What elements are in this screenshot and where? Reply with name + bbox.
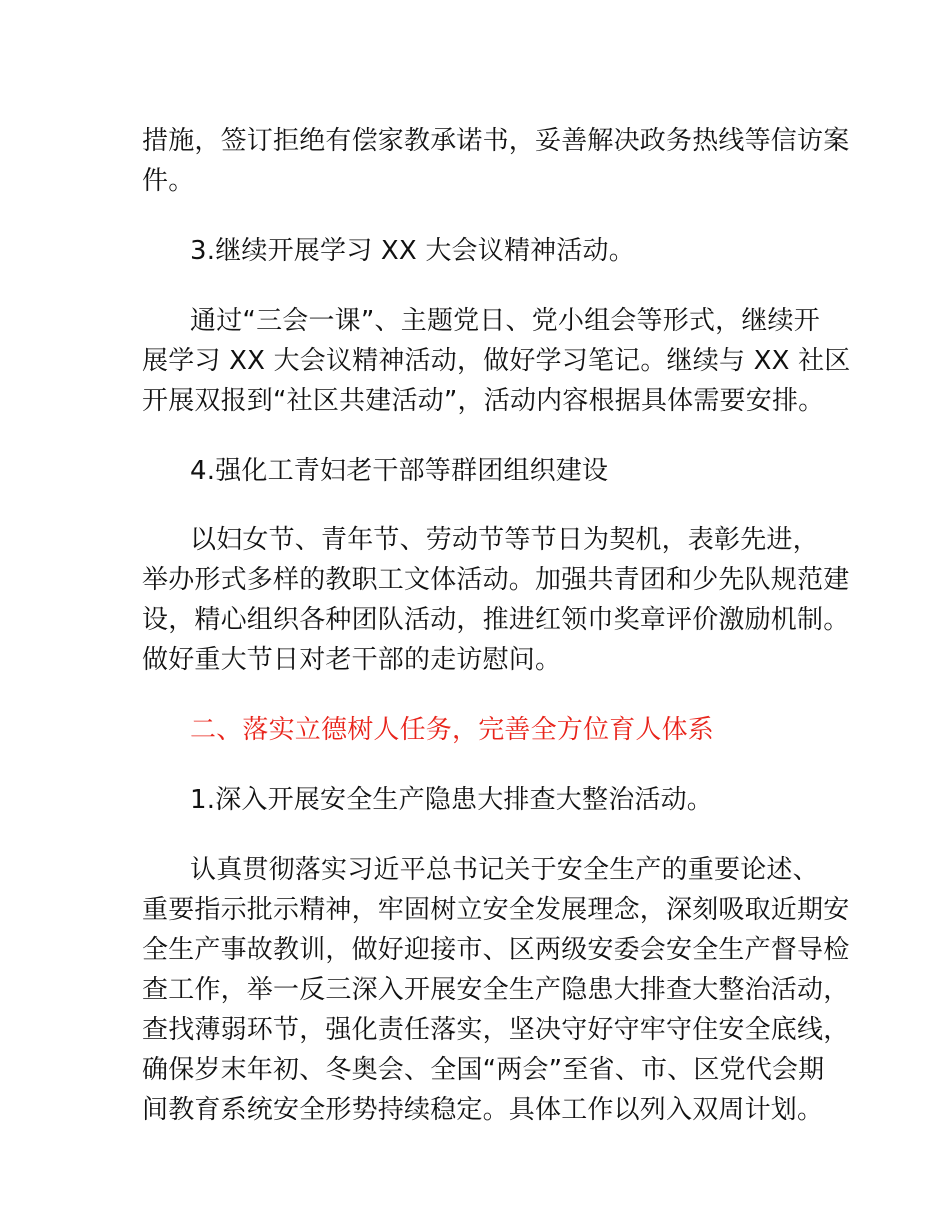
body-line: 举办形式多样的教职工文体活动。加强共青团和少先队规范建 — [142, 565, 850, 595]
item-heading-4: 4.强化工青妇老干部等群团组织建设 — [190, 456, 609, 486]
body-line: 确保岁末年初、冬奥会、全国“两会”至省、市、区党代会期 — [142, 1055, 825, 1085]
item-heading-3: 3.继续开展学习 XX 大会议精神活动。 — [190, 236, 635, 266]
section-heading: 二、落实立德树人任务，完善全方位育人体系 — [190, 715, 715, 745]
body-line: 开展双报到“社区共建活动”，活动内容根据具体需要安排。 — [142, 386, 825, 416]
body-line: 查工作，举一反三深入开展安全生产隐患大排查大整治活动， — [142, 975, 850, 1005]
paragraph-first-line: 以妇女节、青年节、劳动节等节日为契机，表彰先进， — [190, 525, 819, 555]
body-line: 展学习 XX 大会议精神活动，做好学习笔记。继续与 XX 社区 — [142, 346, 851, 376]
body-line: 查找薄弱环节，强化责任落实，坚决守好守牢守住安全底线， — [142, 1015, 850, 1045]
body-line: 措施，签订拒绝有偿家教承诺书，妥善解决政务热线等信访案 — [142, 126, 850, 156]
body-line: 做好重大节日对老干部的走访慰问。 — [142, 645, 562, 675]
paragraph-first-line: 认真贯彻落实习近平总书记关于安全生产的重要论述、 — [190, 855, 819, 885]
item-heading-1: 1.深入开展安全生产隐患大排查大整治活动。 — [190, 785, 714, 815]
body-line: 件。 — [142, 166, 195, 196]
body-line: 间教育系统安全形势持续稳定。具体工作以列入双周计划。 — [142, 1095, 824, 1125]
body-line: 重要指示批示精神，牢固树立安全发展理念，深刻吸取近期安 — [142, 895, 850, 925]
body-line: 设，精心组织各种团队活动，推进红领巾奖章评价激励机制。 — [142, 605, 850, 635]
paragraph-first-line: 通过“三会一课”、主题党日、党小组会等形式，继续开 — [190, 306, 820, 336]
body-line: 全生产事故教训，做好迎接市、区两级安委会安全生产督导检 — [142, 935, 850, 965]
